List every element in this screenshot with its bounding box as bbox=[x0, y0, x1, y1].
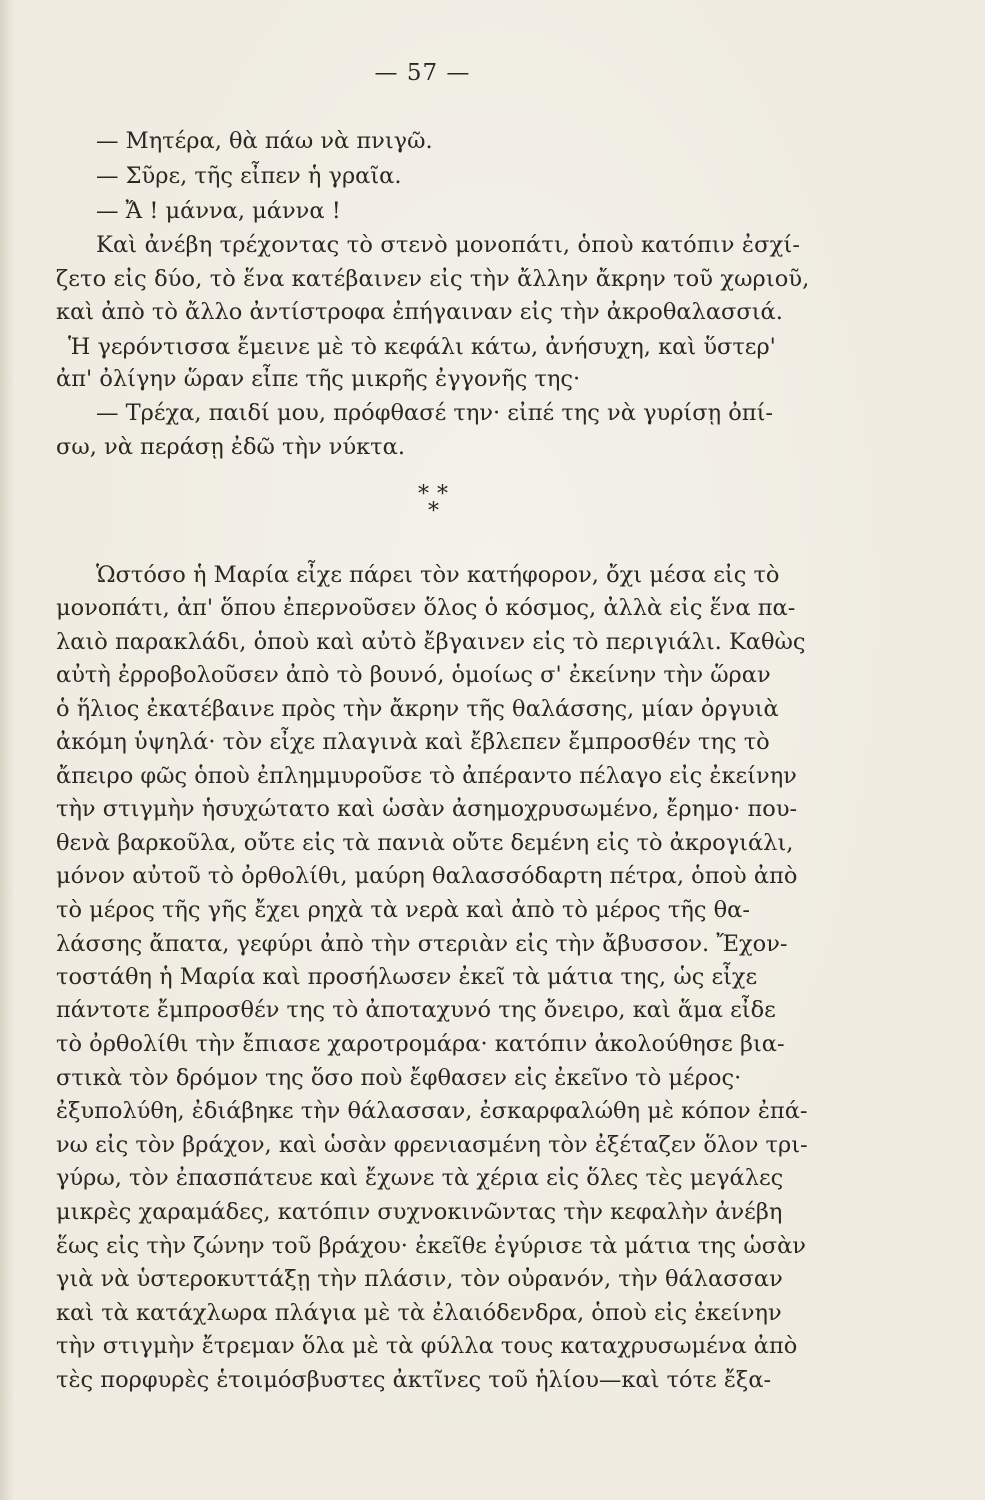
text-line: καὶ ἀπὸ τὸ ἄλλο ἀντίστροφα ἐπήγαιναν εἰς τὴν ἀκροθαλασσιά. bbox=[56, 299, 783, 325]
text-line: μονοπάτι, ἀπ' ὅπου ἐπερνοῦσεν ὅλος ὁ κόσμος, ἀλλὰ εἰς ἕνα πα- bbox=[56, 595, 796, 621]
text-line: μικρὲς χαραμάδες, κατόπιν συχνοκινῶντας τὴν κεφαλὴν ἀνέβη bbox=[56, 1199, 783, 1225]
text-line: τὴν στιγμὴν ἔτρεμαν ὅλα μὲ τὰ φύλλα τους καταχρυσωμένα ἀπὸ bbox=[56, 1333, 798, 1359]
text-line: λαιὸ παρακλάδι, ὁποὺ καὶ αὐτὸ ἔβγαινεν εἰς τὸ περιγιάλι. Καθὼς bbox=[56, 629, 806, 655]
text-line: — Ἄ ! μάννα, μάννα ! bbox=[96, 198, 341, 224]
text-line: ἀκόμη ὑψηλά· τὸν εἶχε πλαγινὰ καὶ ἔβλεπεν ἔμπροσθέν της τὸ bbox=[56, 729, 770, 755]
text-line: τοστάθη ἡ Μαρία καὶ προσήλωσεν ἐκεῖ τὰ μάτια της, ὡς εἶχε bbox=[56, 964, 758, 990]
text-line: καὶ τὰ κατάχλωρα πλάγια μὲ τὰ ἐλαιόδενδρα, ὁποὺ εἰς ἐκείνην bbox=[56, 1300, 782, 1326]
text-line: τὸ ὀρθολίθι τὴν ἔπιασε χαροτρομάρα· κατόπιν ἀκολούθησε βια- bbox=[56, 1031, 785, 1057]
page-number: — 57 — bbox=[374, 60, 471, 86]
text-line: θενὰ βαρκοῦλα, οὔτε εἰς τὰ πανιὰ οὔτε δεμένη εἰς τὸ ἀκρογιάλι, bbox=[56, 830, 794, 856]
text-line: ζετο εἰς δύο, τὸ ἕνα κατέβαινεν εἰς τὴν ἄλλην ἄκρην τοῦ χωριοῦ, bbox=[56, 266, 810, 292]
text-line: — Τρέχα, παιδί μου, πρόφθασέ την· εἰπέ της νὰ γυρίσῃ ὀπί- bbox=[96, 400, 773, 426]
section-break-star: * bbox=[437, 482, 448, 507]
text-line: γύρω, τὸν ἐπασπάτευε καὶ ἔχωνε τὰ χέρια εἰς ὅλες τὲς μεγάλες bbox=[56, 1165, 784, 1191]
text-line: αὐτὴ ἐρροβολοῦσεν ἀπὸ τὸ βουνό, ὁμοίως σ' ἐκείνην τὴν ὥραν bbox=[56, 662, 771, 688]
text-line: ἀπ' ὀλίγην ὥραν εἶπε τῆς μικρῆς ἐγγονῆς της· bbox=[56, 366, 581, 392]
text-line: — Σῦρε, τῆς εἶπεν ἡ γραῖα. bbox=[96, 163, 402, 189]
text-line: — Μητέρα, θὰ πάω νὰ πνιγῶ. bbox=[96, 128, 433, 154]
section-break-star: * bbox=[418, 482, 429, 507]
section-break bbox=[405, 484, 455, 534]
text-line: λάσσης ἄπατα, γεφύρι ἀπὸ τὴν στεριὰν εἰς τὴν ἄβυσσον. Ἔχον- bbox=[56, 931, 788, 957]
section-break-star: * bbox=[428, 499, 439, 524]
text-line: Ὡστόσο ἡ Μαρία εἶχε πάρει τὸν κατήφορον, ὄχι μέσα εἰς τὸ bbox=[96, 562, 780, 588]
text-line: ἕως εἰς τὴν ζώνην τοῦ βράχου· ἐκεῖθε ἐγύρισε τὰ μάτια της ὡσὰν bbox=[56, 1233, 806, 1259]
text-line: σω, νὰ περάσῃ ἐδῶ τὴν νύκτα. bbox=[56, 434, 405, 460]
text-line: γιὰ νὰ ὑστεροκυττάξῃ τὴν πλάσιν, τὸν οὐρανόν, τὴν θάλασσαν bbox=[56, 1266, 783, 1292]
text-line: νω εἰς τὸν βράχον, καὶ ὡσὰν φρενιασμένη τὸν ἐξέταζεν ὅλον τρι- bbox=[56, 1132, 808, 1158]
text-line: τὴν στιγμὴν ἡσυχώτατο καὶ ὡσὰν ἀσημοχρυσωμένο, ἔρημο· που- bbox=[56, 796, 798, 822]
text-line: ὁ ἥλιος ἐκατέβαινε πρὸς τὴν ἄκρην τῆς θαλάσσης, μίαν ὀργυιὰ bbox=[56, 696, 779, 722]
page-binding-edge bbox=[0, 0, 14, 1500]
text-line: ἐξυπολύθη, ἐδιάβηκε τὴν θάλασσαν, ἐσκαρφαλώθη μὲ κόπον ἐπά- bbox=[56, 1098, 808, 1124]
text-line: Ἡ γερόντισσα ἔμεινε μὲ τὸ κεφάλι κάτω, ἀνήσυχη, καὶ ὕστερ' bbox=[68, 334, 776, 360]
text-line: τὸ μέρος τῆς γῆς ἔχει ρηχὰ τὰ νερὰ καὶ ἀπὸ τὸ μέρος τῆς θα- bbox=[56, 897, 750, 923]
text-line: Καὶ ἀνέβη τρέχοντας τὸ στενὸ μονοπάτι, ὁποὺ κατόπιν ἐσχί- bbox=[96, 232, 801, 258]
text-line: ἄπειρο φῶς ὁποὺ ἐπλημμυροῦσε τὸ ἀπέραντο πέλαγο εἰς ἐκείνην bbox=[56, 763, 797, 789]
text-line: μόνον αὐτοῦ τὸ ὀρθολίθι, μαύρη θαλασσόδαρτη πέτρα, ὁποὺ ἀπὸ bbox=[56, 863, 798, 889]
text-line: στικὰ τὸν δρόμον της ὅσο ποὺ ἔφθασεν εἰς ἐκεῖνο τὸ μέρος· bbox=[56, 1065, 742, 1091]
text-line: τὲς πορφυρὲς ἑτοιμόσβυστες ἀκτῖνες τοῦ ἡλίου—καὶ τότε ἔξα- bbox=[56, 1367, 772, 1393]
text-line: πάντοτε ἔμπροσθέν της τὸ ἀποταχυνό της ὄνειρο, καὶ ἅμα εἶδε bbox=[56, 997, 776, 1023]
